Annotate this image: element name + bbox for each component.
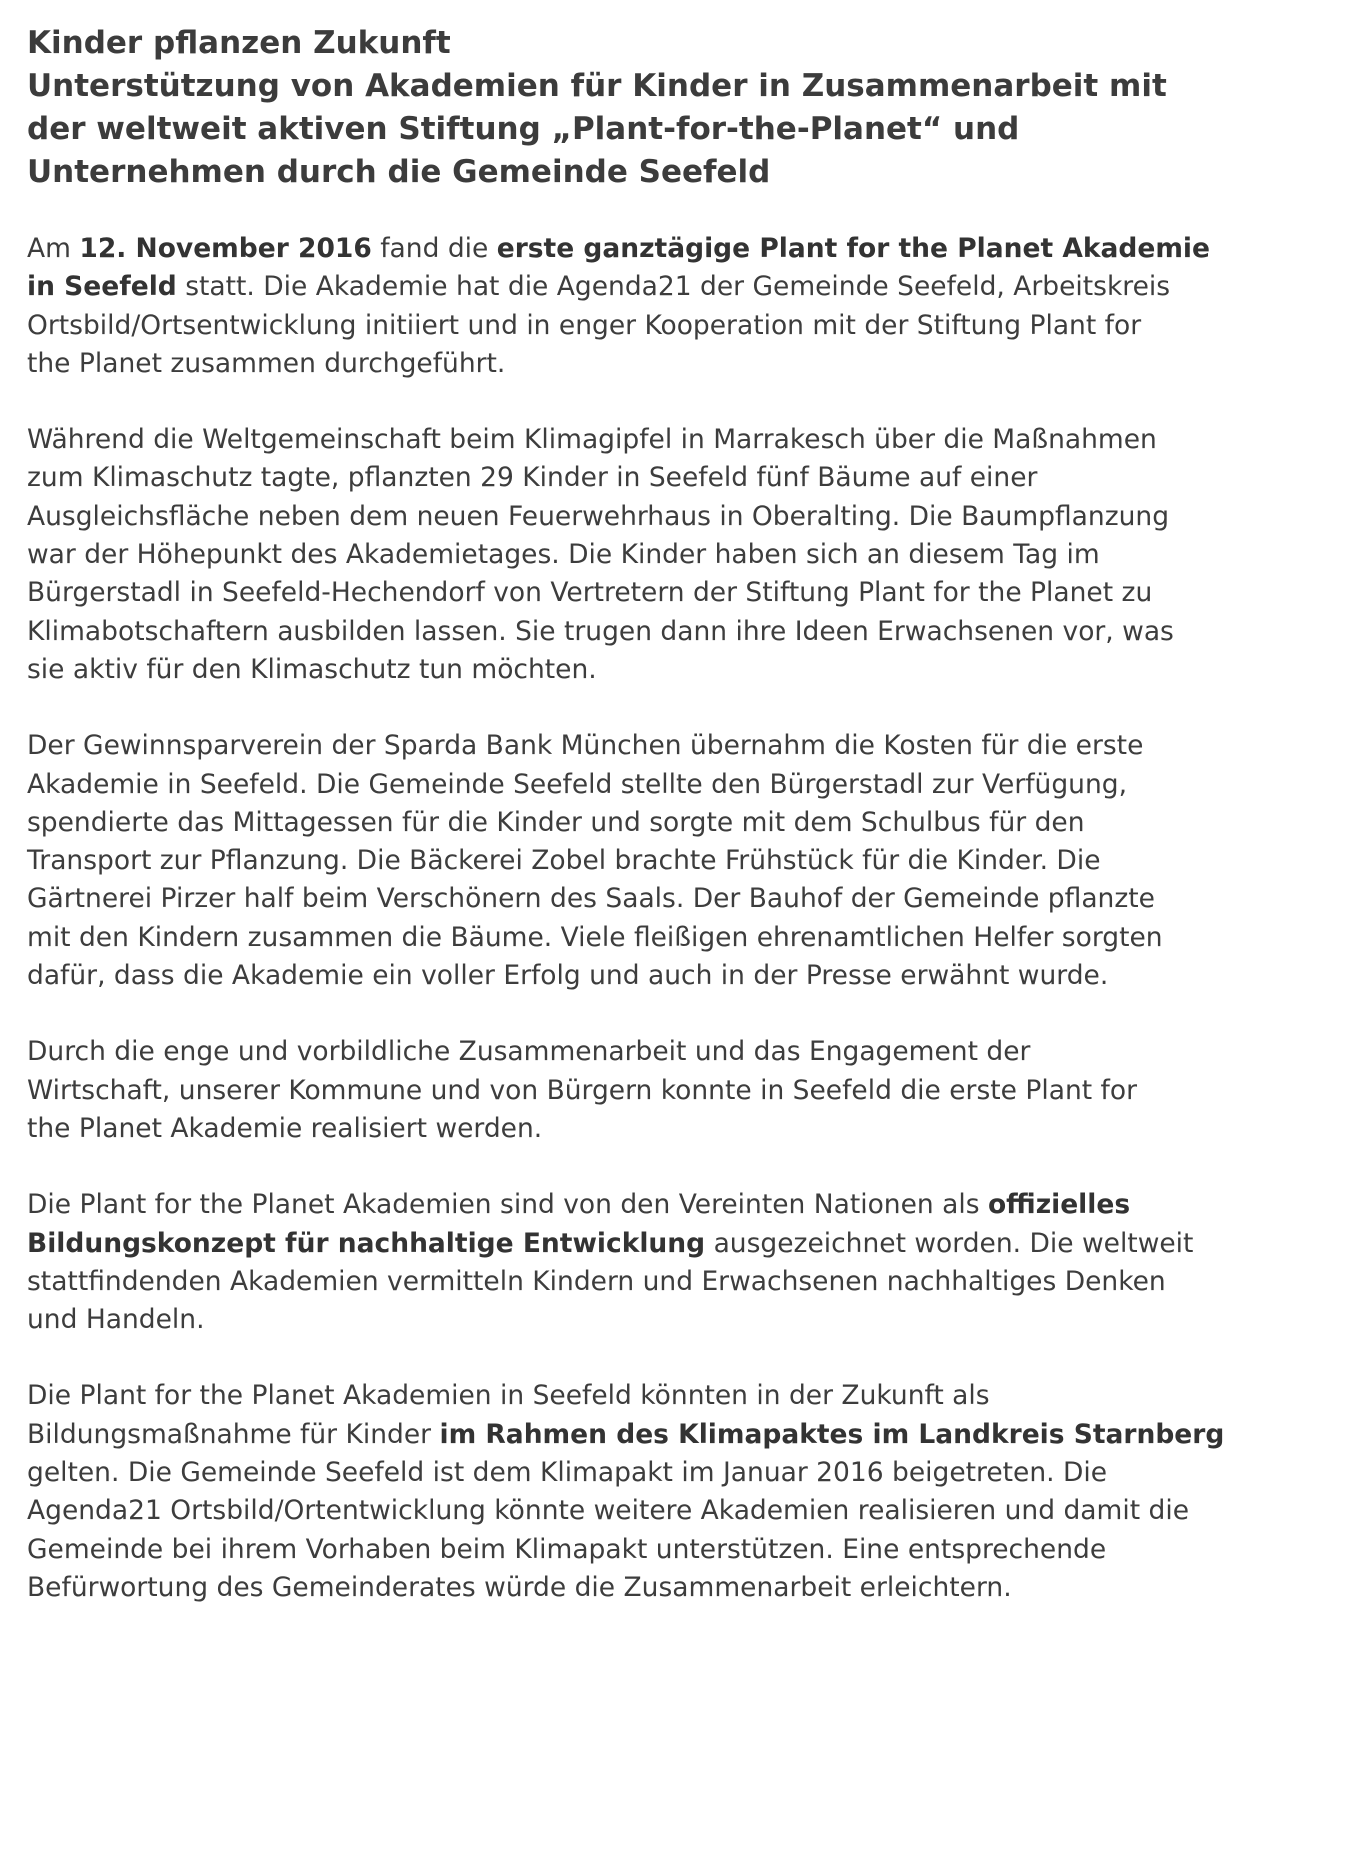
- text-line: Bürgerstadl in Seefeld-Hechendorf von Vertretern der Stiftung Plant for the Planet zu: [27, 577, 1153, 609]
- subtitle-line: Unternehmen durch die Gemeinde Seefeld: [27, 154, 771, 190]
- text-line: war der Höhepunkt des Akademietages. Die Kinder haben sich an diesem Tag im: [27, 539, 1100, 571]
- text-line: Befürwortung des Gemeinderates würde die Zusammenarbeit erleichtern.: [27, 1571, 1012, 1603]
- document-page: [27, 22, 1327, 1645]
- subtitle-line: Unterstützung von Akademien für Kinder in Zusammenarbeit mit: [27, 68, 1167, 104]
- paragraph-climate-summit: [27, 421, 1327, 689]
- text-line: Während die Weltgemeinschaft beim Klimagipfel in Marrakesch über die Maßnahmen: [27, 424, 1157, 456]
- text-line: [27, 230, 1327, 268]
- text-line: Durch die enge und vorbildliche Zusammenarbeit und das Engagement der: [27, 1036, 1031, 1068]
- paragraph-un-recognition: [27, 1186, 1327, 1339]
- text-line: Der Gewinnsparverein der Sparda Bank München übernahm die Kosten für die erste: [27, 730, 1144, 762]
- paragraph-academy-date: [27, 230, 1327, 383]
- text-line: Gärtnerei Pirzer half beim Verschönern des Saals. Der Bauhof der Gemeinde pflanzte: [27, 883, 1155, 915]
- document-title: [27, 22, 1327, 194]
- text-run: Am: [27, 233, 80, 264]
- text-run: ausgezeichnet worden. Die weltweit: [705, 1227, 1194, 1259]
- text-run: Bildungsmaßnahme für Kinder: [27, 1418, 440, 1450]
- text-line: spendierte das Mittagessen für die Kinder und sorgte mit dem Schulbus für den: [27, 806, 1085, 838]
- bold-text: in Seefeld: [27, 271, 177, 303]
- text-line: stattfindenden Akademien vermitteln Kindern und Erwachsenen nachhaltiges Denken: [27, 1265, 1166, 1297]
- bold-text: im Rahmen des Klimapaktes im Landkreis Starnberg: [439, 1418, 1225, 1450]
- paragraph-sponsors: [27, 727, 1327, 995]
- text-line: the Planet zusammen durchgeführt.: [27, 347, 506, 379]
- text-line: Agenda21 Ortsbild/Ortentwicklung könnte weitere Akademien realisieren und damit die: [27, 1495, 1190, 1527]
- text-line: Ortsbild/Ortsentwicklung initiiert und in enger Kooperation mit der Stiftung Plant for: [27, 309, 1142, 341]
- text-line: Gemeinde bei ihrem Vorhaben beim Klimapakt unterstützen. Eine entsprechende: [27, 1533, 1107, 1565]
- bold-text: erste ganztägige Plant for the Planet Akademie: [496, 233, 1210, 264]
- text-line: gelten. Die Gemeinde Seefeld ist dem Klimapakt im Januar 2016 beigetreten. Die: [27, 1457, 1108, 1489]
- text-line: dafür, dass die Akademie ein voller Erfolg und auch in der Presse erwähnt wurde.: [27, 960, 1109, 992]
- text-line: Klimabotschaftern ausbilden lassen. Sie trugen dann ihre Ideen Erwachsenen vor, was: [27, 615, 1174, 647]
- paragraph-climate-pact: [27, 1377, 1327, 1607]
- text-line: Wirtschaft, unserer Kommune und von Bürgern konnte in Seefeld die erste Plant for: [27, 1074, 1137, 1106]
- text-line: [27, 268, 1327, 306]
- bold-text: offizielles: [987, 1189, 1131, 1221]
- text-line: mit den Kindern zusammen die Bäume. Viele fleißigen ehrenamtlichen Helfer sorgten: [27, 921, 1163, 953]
- subtitle-line: der weltweit aktiven Stiftung „Plant-for-the-Planet“ und: [27, 111, 1020, 147]
- text-line: the Planet Akademie realisiert werden.: [27, 1112, 543, 1144]
- text-line: Ausgleichsfläche neben dem neuen Feuerwehrhaus in Oberalting. Die Baumpflanzung: [27, 500, 1170, 532]
- title-line: Kinder pflanzen Zukunft: [27, 25, 451, 61]
- text-line: [27, 1416, 1327, 1454]
- text-line: sie aktiv für den Klimaschutz tun möchten.: [27, 653, 597, 685]
- text-line: Die Plant for the Planet Akademien in Seefeld könnten in der Zukunft als: [27, 1380, 990, 1412]
- text-line: Transport zur Pflanzung. Die Bäckerei Zobel brachte Frühstück für die Kinder. Die: [27, 845, 1101, 877]
- text-run: fand die: [371, 233, 497, 264]
- text-run: statt. Die Akademie hat die Agenda21 der Gemeinde Seefeld, Arbeitskreis: [176, 271, 1171, 303]
- bold-date: 12. November 2016: [79, 233, 372, 264]
- text-line: [27, 1186, 1327, 1224]
- bold-text: Bildungskonzept für nachhaltige Entwicklung: [27, 1227, 706, 1259]
- paragraph-cooperation: [27, 1033, 1327, 1148]
- text-run: Die Plant for the Planet Akademien sind von den Vereinten Nationen als: [27, 1189, 988, 1221]
- text-line: und Handeln.: [27, 1304, 205, 1336]
- text-line: zum Klimaschutz tagte, pflanzten 29 Kinder in Seefeld fünf Bäume auf einer: [27, 462, 1038, 494]
- text-line: Akademie in Seefeld. Die Gemeinde Seefeld stellte den Bürgerstadl zur Verfügung,: [27, 768, 1128, 800]
- text-line: [27, 1225, 1327, 1263]
